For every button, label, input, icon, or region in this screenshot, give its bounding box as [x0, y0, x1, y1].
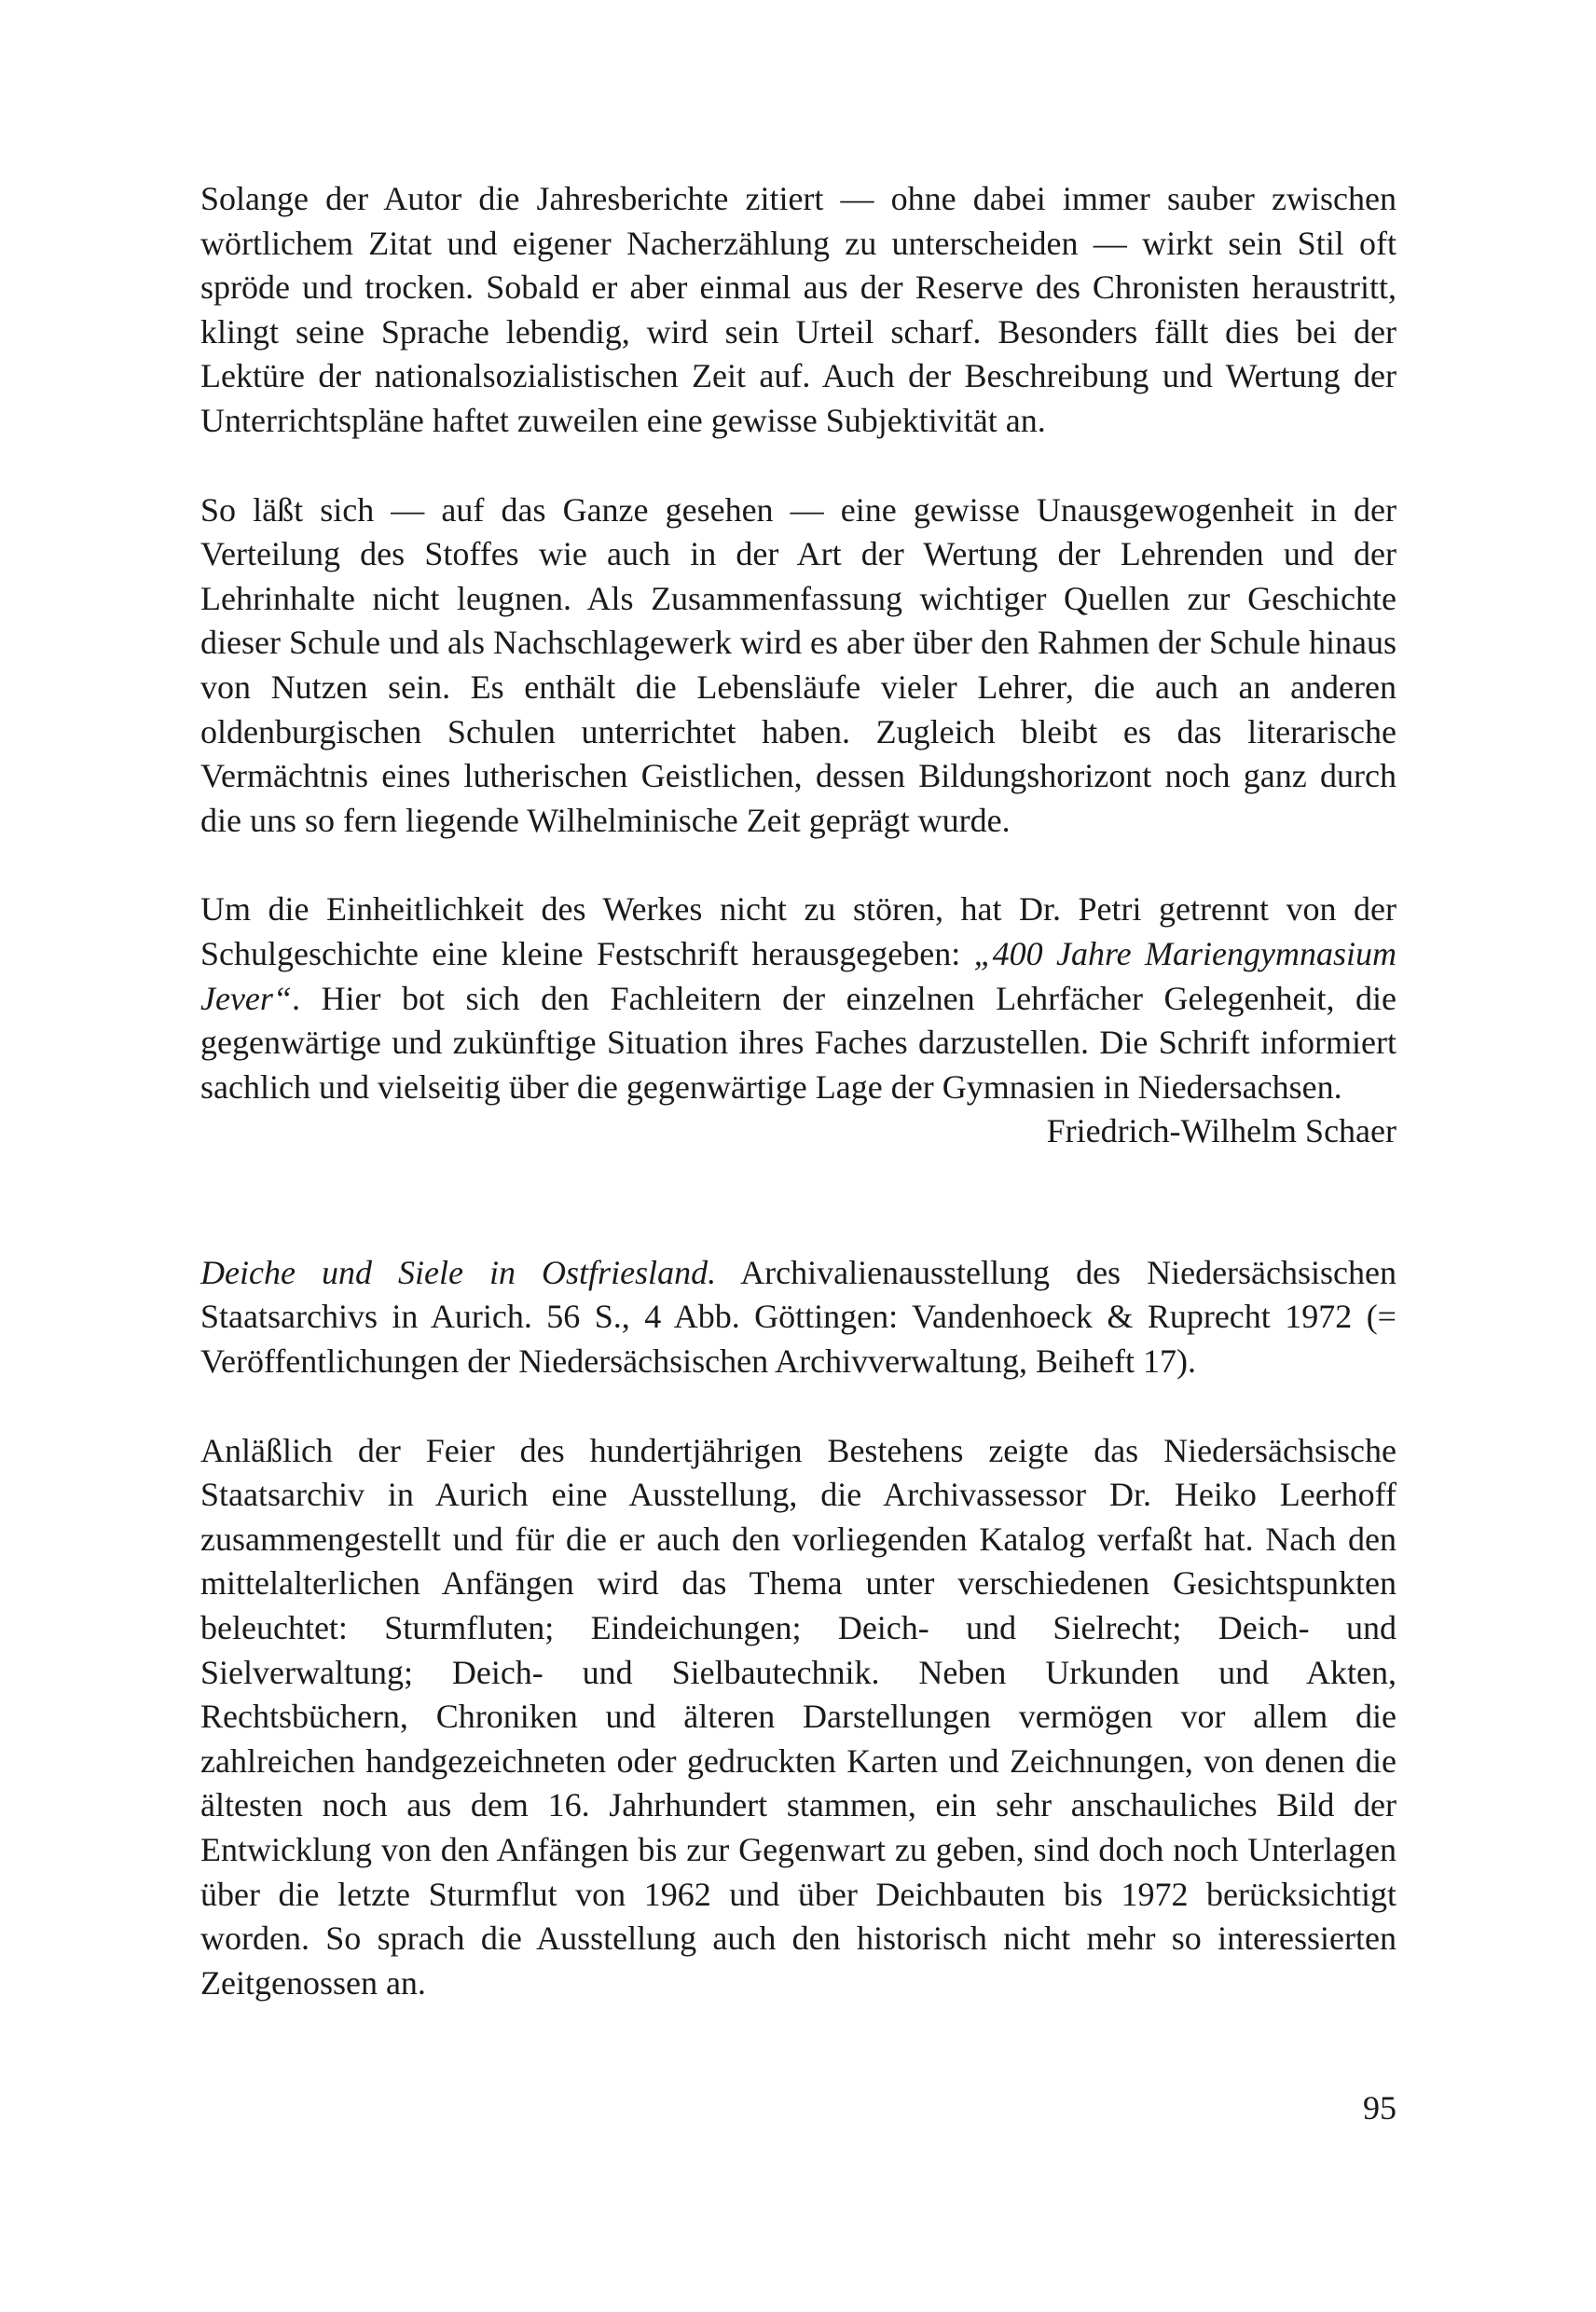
festschrift-text-after: . Hier bot sich den Fachleitern der einzelnen Lehrfächer Gelegenheit, die gegenwärtige und zukünftige Situation ihres Faches darzustellen. Die Schrift informiert sachlich und vielseitig über die gegenwärtige Lage der Gymnasien in Niedersachsen.: [200, 979, 1396, 1106]
page-number: 95: [1363, 2089, 1396, 2126]
review-heading: [200, 1251, 1396, 1384]
paragraph-assessment: So läßt sich — auf das Ganze gesehen — eine gewisse Unausgewogenheit in der Verteilung des Stoffes wie auch in der Art der Wertung der Lehrenden und der Lehrinhalte nicht leugnen. Als Zusammenfassung wichtiger Quellen zur Geschichte dieser Schule und als Nachschlagewerk wird es aber über den Rahmen der Schule hinaus von Nutzen sein. Es enthält die Lebensläufe vieler Lehrer, die auch an anderen oldenburgischen Schulen unterrichtet haben. Zugleich bleibt es das literarische Vermächtnis eines lutherischen Geistlichen, dessen Bildungshorizont noch ganz durch die uns so fern liegende Wilhelminische Zeit geprägt wurde.: [200, 490, 1396, 839]
page-content: [200, 177, 1396, 2005]
paragraph-festschrift: [200, 888, 1396, 1109]
festschrift-title: „400 Jahre Mariengymnasium Jever“: [200, 934, 1396, 1017]
review-body: Anläßlich der Feier des hundertjährigen Bestehens zeigte das Niedersächsische Staatsarchiv in Aurich eine Ausstellung, die Archivassessor Dr. Heiko Leerhoff zusammengestellt und für die er auch den vorliegenden Katalog verfaßt hat. Nach den mittelalterlichen Anfängen wird das Thema unter verschiedenen Gesichtspunkten beleuchtet: Sturmfluten; Eindeichungen; Deich- und Sielrecht; Deich- und Sielverwaltung; Deich- und Sielbautechnik. Neben Urkunden und Akten, Rechtsbüchern, Chroniken und älteren Darstellungen vermögen vor allem die zahlreichen handgezeichneten oder gedruckten Karten und Zeichnungen, von denen die ältesten noch aus dem 16. Jahrhundert stammen, ein sehr anschauliches Bild der Entwicklung von den Anfängen bis zur Gegenwart zu geben, sind doch noch Unterlagen über die letzte Sturmflut von 1962 und über Deichbauten bis 1972 berücksichtigt worden. So sprach die Ausstellung auch den historisch nicht mehr so interessierten Zeitgenossen an.: [200, 1431, 1396, 2002]
review-book-title: Deiche und Siele in Ostfriesland.: [200, 1253, 717, 1291]
reviewer-signature: Friedrich-Wilhelm Schaer: [1046, 1112, 1396, 1150]
festschrift-text-before: Um die Einheitlichkeit des Werkes nicht zu stören, hat Dr. Petri getrennt von der Schulgeschichte eine kleine Festschrift herausgegeben:: [200, 890, 1396, 972]
paragraph-author-style: Solange der Autor die Jahresberichte zitiert — ohne dabei immer sauber zwischen wörtlichem Zitat und eigener Nacherzählung zu unterscheiden — wirkt sein Stil oft spröde und trocken. Sobald er aber einmal aus der Reserve des Chronisten heraustritt, klingt seine Sprache lebendig, wird sein Urteil scharf. Besonders fällt dies bei der Lektüre der nationalsozialistischen Zeit auf. Auch der Beschreibung und Wertung der Unterrichtspläne haftet zuweilen eine gewisse Subjektivität an.: [200, 180, 1396, 439]
review-book-details: Archivalienausstellung des Niedersächsischen Staatsarchivs in Aurich. 56 S., 4 Abb. Göttingen: Vandenhoeck & Ruprecht 1972 (= Veröffentlichungen der Niedersächsischen Archivverwaltung, Beiheft 17).: [200, 1253, 1396, 1381]
